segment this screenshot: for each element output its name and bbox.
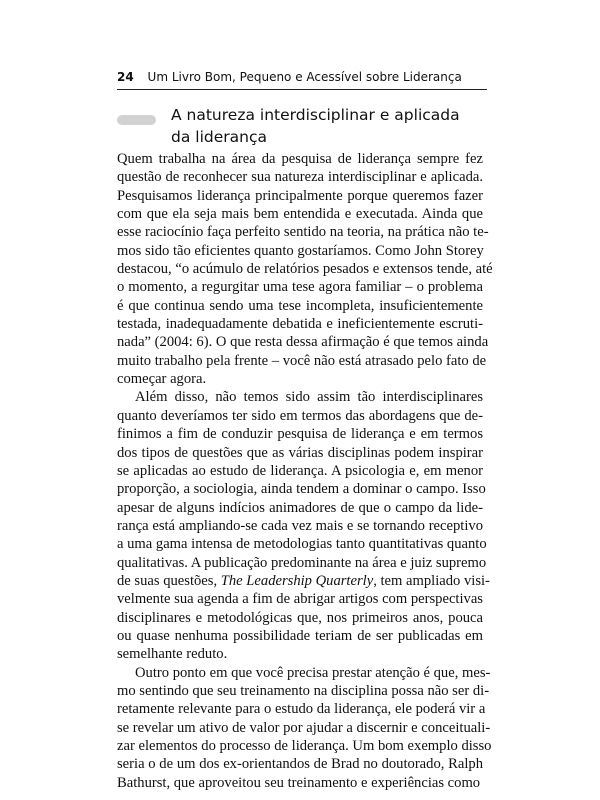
section-heading <box>171 104 481 148</box>
text-line: o momento, a regurgitar uma tese agora familiar – o problema <box>117 279 483 296</box>
text-line: finimos a fim de conduzir pesquisa de liderança e em termos <box>117 426 483 443</box>
text-line: questão de reconhecer sua natureza interdisciplinar e aplicada. <box>117 169 483 186</box>
running-title: Um Livro Bom, Pequeno e Acessível sobre Liderança <box>147 70 462 84</box>
text-line: com que ela seja mais bem entendida e executada. Ainda que <box>117 206 483 223</box>
text-line: de suas questões, The Leadership Quarterly, tem ampliado visi- <box>117 572 490 589</box>
text-line: rança está ampliando-se cada vez mais e se tornando receptivo <box>117 517 483 534</box>
body-text <box>117 150 493 792</box>
text-line: testada, inadequadamente debatida e ineficientemente escruti- <box>117 316 483 333</box>
text-line: Pesquisamos liderança principalmente porque queremos fazer <box>117 187 483 204</box>
text-line: Outro ponto em que você precisa prestar atenção é que, mes- <box>135 664 491 681</box>
paragraph <box>117 150 493 388</box>
text-line: se aplicadas ao estudo de liderança. A psicologia e, em menor <box>117 462 483 479</box>
text-line: proporção, a sociologia, ainda tendem a dominar o campo. Isso <box>117 481 486 498</box>
text-line: muito trabalho pela frente – você não está atrasado pelo fato de <box>117 352 487 369</box>
paragraph <box>117 664 492 792</box>
section-marker-bar <box>117 115 156 125</box>
text-line: esse raciocínio faça perfeito sentido na teoria, na prática não te- <box>117 224 489 241</box>
running-header <box>117 70 487 88</box>
text-line: ou quase nenhuma possibilidade teriam de ser publicadas em <box>117 627 483 644</box>
text-line: mo sentindo que seu treinamento na disciplina possa não ser di- <box>117 682 490 699</box>
text-line: a uma gama intensa de metodologias tanto quantitativas quanto <box>117 536 487 553</box>
text-line: nada” (2004: 6). O que resta dessa afirmação é que temos ainda <box>117 334 489 351</box>
text-line: mos sido tão eficientes quanto gostaríamos. Como John Storey <box>117 242 484 259</box>
section-heading-line: A natureza interdisciplinar e aplicada <box>171 106 460 124</box>
paragraph <box>117 388 490 663</box>
text-line: Quem trabalha na área da pesquisa de liderança sempre fez <box>117 151 483 167</box>
section-heading-line: da liderança <box>171 128 267 146</box>
text-line: semelhante reduto. <box>117 646 228 663</box>
text-line: retamente relevante para o estudo da liderança, ele poderá vir a <box>117 701 486 718</box>
text-line: Bathurst, que aproveitou seu treinamento e experiências como <box>117 774 481 791</box>
text-line: qualitativas. A publicação predominante na área e juiz supremo <box>117 554 487 571</box>
text-line: quanto deveríamos ter sido em termos das abordagens que de- <box>117 407 483 424</box>
text-line: começar agora. <box>117 371 207 388</box>
text-line: dos tipos de questões que as várias disciplinas podem inspirar <box>117 444 483 461</box>
journal-title: The Leadership Quarterly <box>220 572 374 589</box>
text-line: se revelar um ativo de valor por ajudar a discernir e conceituali- <box>117 719 491 736</box>
text-line: disciplinares e metodológicas que, nos primeiros anos, pouca <box>117 609 483 626</box>
text-line: destacou, “o acúmulo de relatórios pesados e extensos tende, até <box>117 261 493 278</box>
text-line: é que continua sendo uma tese incompleta, insuficientemente <box>117 297 483 314</box>
text-line: Além disso, não temos sido assim tão interdisciplinares <box>135 389 483 406</box>
text-line: apesar de alguns indícios animadores de que o campo da lide- <box>117 499 483 516</box>
text-line: zar elementos do processo de liderança. Um bom exemplo disso <box>117 738 492 754</box>
page-number: 24 <box>117 70 134 84</box>
text-line: velmente sua agenda a fim de abrigar artigos com perspectivas <box>117 591 483 608</box>
text-line: seria o de um dos ex-orientandos de Brad no doutorado, Ralph <box>117 756 483 773</box>
header-rule <box>117 89 487 90</box>
